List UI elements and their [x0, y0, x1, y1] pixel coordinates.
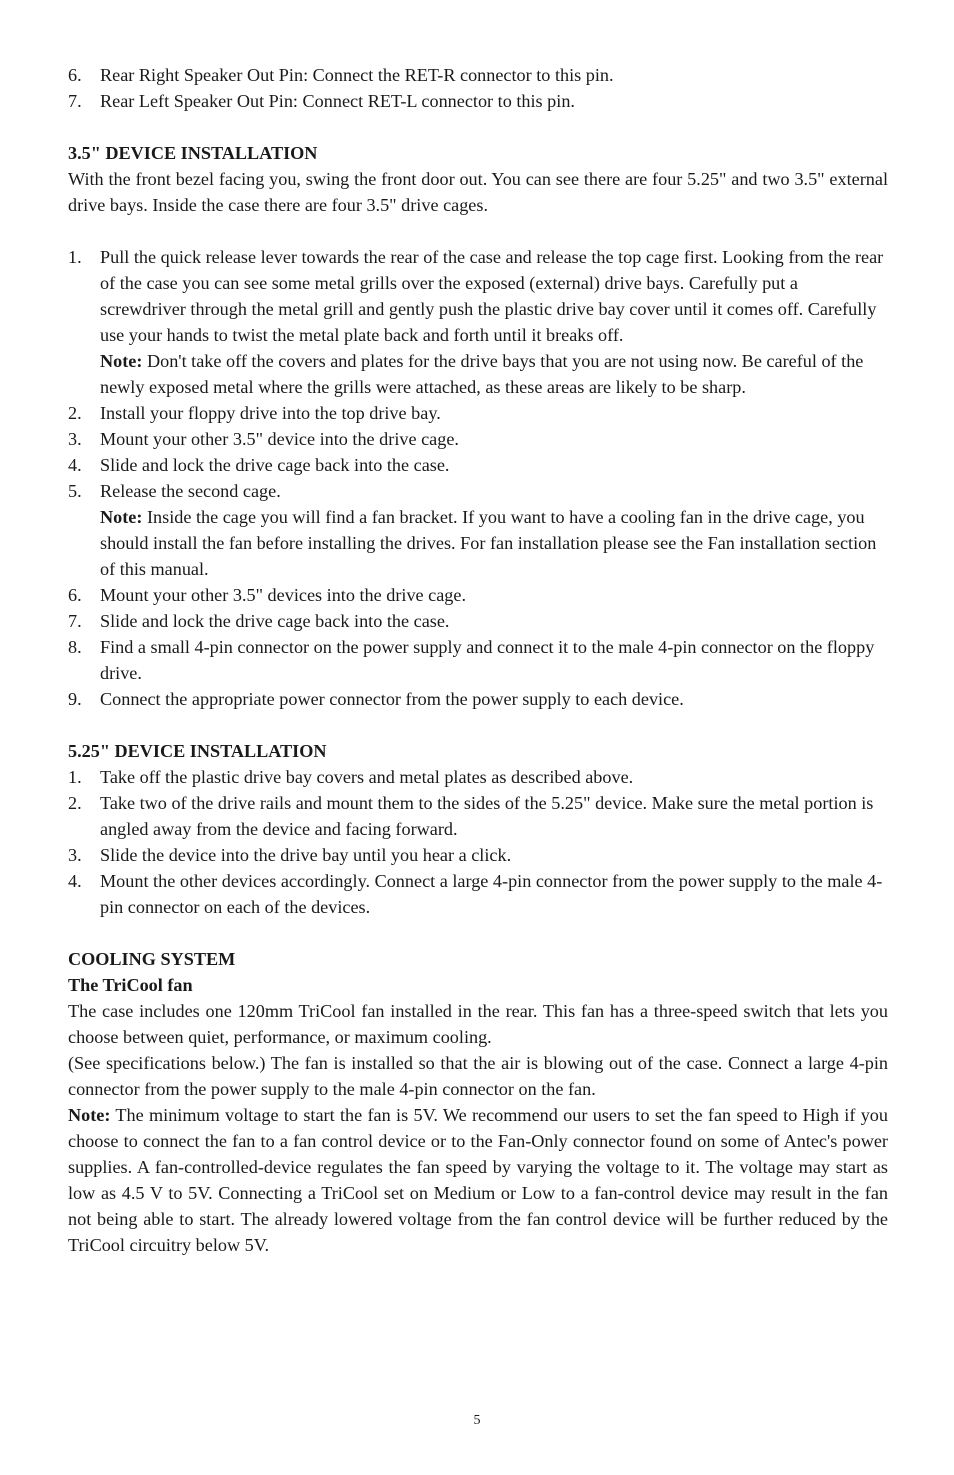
list-number: 1. [68, 767, 82, 787]
list-item [68, 608, 888, 634]
cooling-note [68, 1102, 888, 1258]
list-number: 3. [68, 845, 82, 865]
list-number: 2. [68, 793, 82, 813]
section-heading-35: 3.5" DEVICE INSTALLATION [68, 143, 318, 163]
list-number: 9. [68, 689, 82, 709]
list-item [68, 452, 888, 478]
list-number: 4. [68, 455, 82, 475]
list-item [68, 634, 888, 686]
install-525-steps [68, 764, 888, 920]
list-item [68, 478, 888, 582]
list-text: Rear Left Speaker Out Pin: Connect RET-L connector to this pin. [100, 91, 575, 111]
list-item [68, 764, 888, 790]
list-item [68, 426, 888, 452]
cooling-paragraph-1: The case includes one 120mm TriCool fan installed in the rear. This fan has a three-speed switch that lets you choose between quiet, performance, or maximum cooling. [68, 1001, 888, 1047]
list-item [68, 686, 888, 712]
list-text: Take two of the drive rails and mount them to the sides of the 5.25" device. Make sure the metal portion is angled away from the device and facing forward. [100, 793, 874, 839]
section-heading-525: 5.25" DEVICE INSTALLATION [68, 741, 327, 761]
list-item [68, 244, 888, 400]
list-number: 1. [68, 247, 82, 267]
list-text: Rear Right Speaker Out Pin: Connect the RET-R connector to this pin. [100, 65, 614, 85]
install-35-steps [68, 244, 888, 712]
list-number: 3. [68, 429, 82, 449]
list-text: Find a small 4-pin connector on the power supply and connect it to the male 4-pin connector on the floppy drive. [100, 637, 875, 683]
note [100, 504, 888, 582]
note-text: Don't take off the covers and plates for the drive bays that you are not using now. Be careful of the newly exposed metal where the grills were attached, as these areas are likely to be sharp. [100, 351, 864, 397]
list-item [68, 790, 888, 842]
list-text: Connect the appropriate power connector from the power supply to each device. [100, 689, 684, 709]
list-number: 5. [68, 481, 82, 501]
list-text: Mount your other 3.5" device into the drive cage. [100, 429, 459, 449]
note [100, 348, 888, 400]
list-number: 2. [68, 403, 82, 423]
list-text: Take off the plastic drive bay covers and metal plates as described above. [100, 767, 634, 787]
section-heading-cooling: COOLING SYSTEM [68, 949, 236, 969]
note-text: Inside the cage you will find a fan bracket. If you want to have a cooling fan in the drive cage, you should install the fan before installing the drives. For fan installation please see the Fan installation section of this manual. [100, 507, 877, 579]
cooling-paragraph-2: (See specifications below.) The fan is installed so that the air is blowing out of the case. Connect a large 4-pin connector from the power supply to the male 4-pin connector on the fan. [68, 1053, 888, 1099]
list-text: Mount the other devices accordingly. Connect a large 4-pin connector from the power supply to the male 4-pin connector on each of the devices. [100, 871, 883, 917]
note-label: Note: [100, 507, 143, 527]
speaker-pin-list [68, 62, 888, 114]
note-label: Note: [68, 1105, 111, 1125]
list-text: Release the second cage. [100, 481, 281, 501]
list-text: Install your floppy drive into the top drive bay. [100, 403, 441, 423]
list-item [68, 842, 888, 868]
subheading-tricool: The TriCool fan [68, 975, 193, 995]
list-item [68, 582, 888, 608]
list-text: Slide and lock the drive cage back into the case. [100, 455, 450, 475]
list-number: 7. [68, 91, 82, 111]
section-intro-35: With the front bezel facing you, swing the front door out. You can see there are four 5.25" and two 3.5" external drive bays. Inside the case there are four 3.5" drive cages. [68, 169, 888, 215]
page-number: 5 [473, 1413, 481, 1428]
list-item [68, 400, 888, 426]
note-text: The minimum voltage to start the fan is 5V. We recommend our users to set the fan speed to High if you choose to connect the fan to a fan control device or to the Fan-Only connector found on some of Antec's power supplies. A fan-controlled-device regulates the fan speed by varying the voltage to it. The voltage may start as low as 4.5 V to 5V. Connecting a TriCool set on Medium or Low to a fan-control device may result in the fan not being able to start. The already lowered voltage from the fan control device will be further reduced by the TriCool circuitry below 5V. [68, 1105, 888, 1255]
list-number: 8. [68, 637, 82, 657]
list-item [68, 88, 888, 114]
manual-page [68, 62, 888, 1258]
list-number: 4. [68, 871, 82, 891]
list-number: 6. [68, 585, 82, 605]
list-item [68, 62, 888, 88]
note-label: Note: [100, 351, 143, 371]
list-item [68, 868, 888, 920]
list-text: Mount your other 3.5" devices into the drive cage. [100, 585, 467, 605]
list-text: Slide and lock the drive cage back into the case. [100, 611, 450, 631]
list-text: Pull the quick release lever towards the rear of the case and release the top cage first. Looking from the rear of the case you can see some metal grills over the exposed (external) drive bays. Carefully put a screwdriver through the metal grill and gently push the plastic drive bay cover until it comes off. Carefully use your hands to twist the metal plate back and forth until it breaks off. [100, 247, 884, 345]
list-number: 7. [68, 611, 82, 631]
list-number: 6. [68, 65, 82, 85]
list-text: Slide the device into the drive bay until you hear a click. [100, 845, 512, 865]
